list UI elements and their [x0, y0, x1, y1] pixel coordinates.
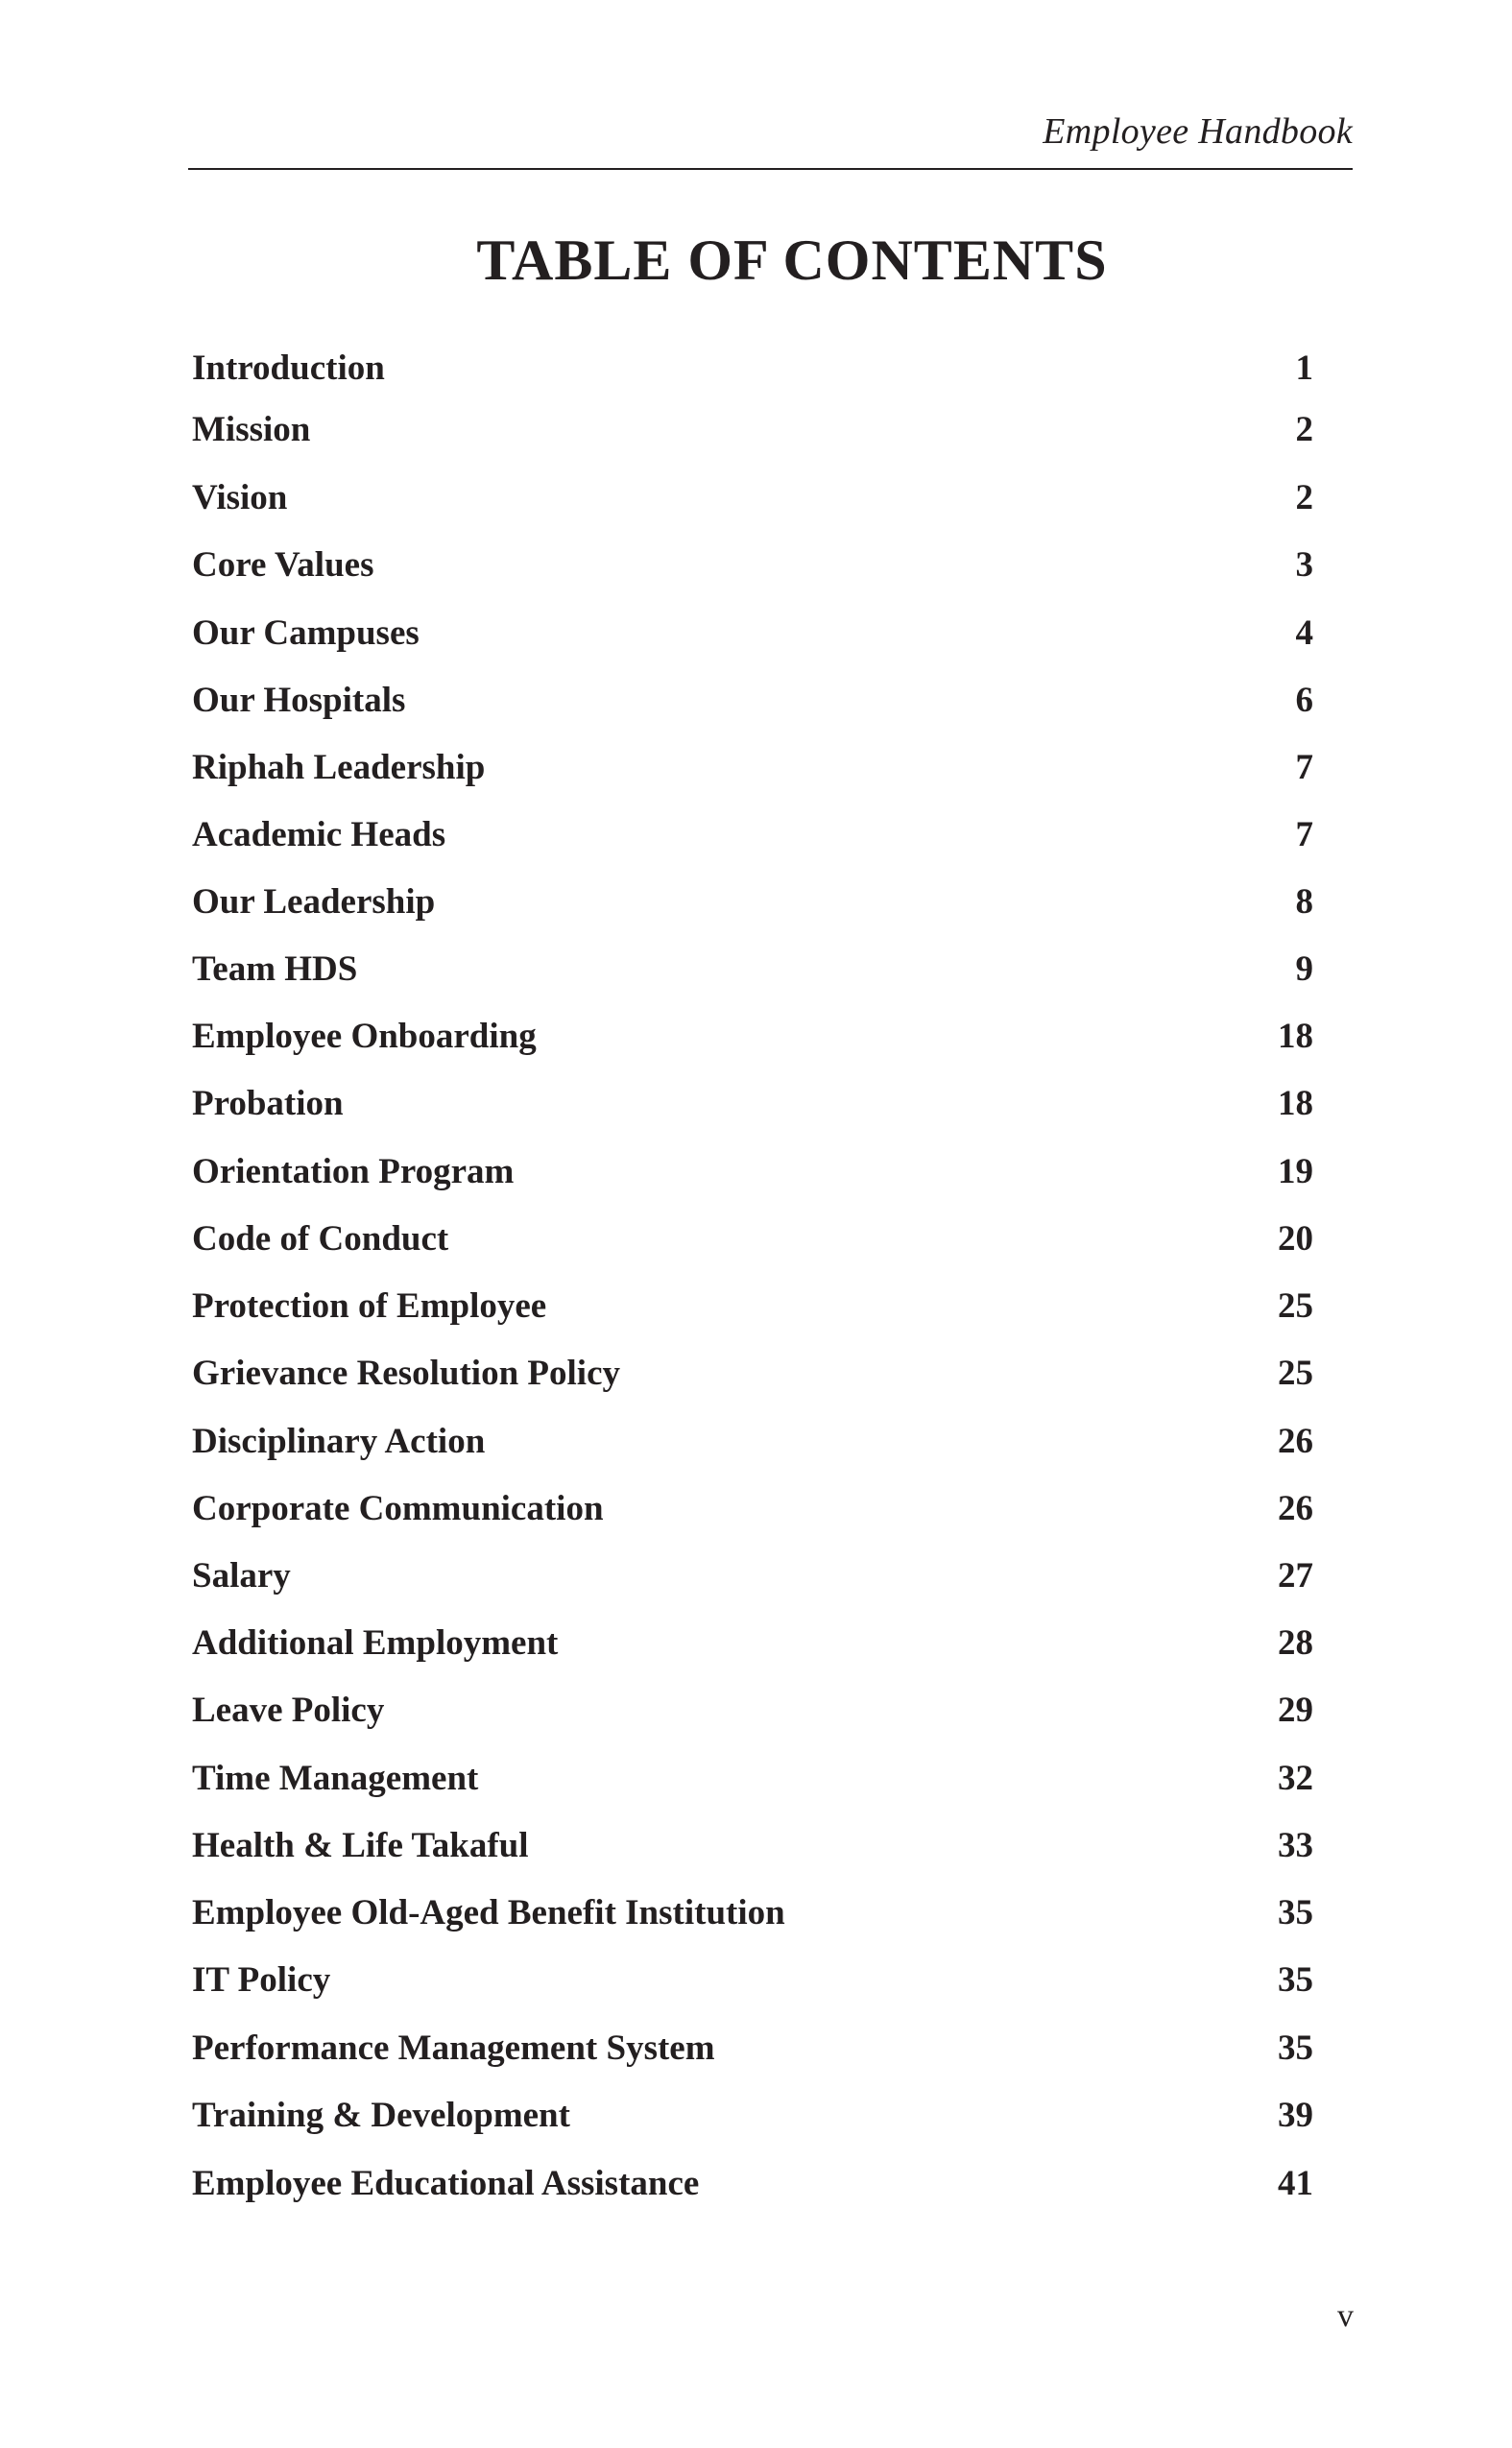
toc-entry-page: 26: [1278, 1422, 1313, 1461]
toc-entry-page: 35: [1278, 1893, 1313, 1932]
toc-entry: [192, 1755, 1313, 1803]
toc-entry-page: 32: [1278, 1759, 1313, 1798]
toc-entry-page: 18: [1278, 1084, 1313, 1123]
toc-entry-label: Our Hospitals: [192, 681, 406, 720]
toc-entry: [192, 1485, 1313, 1533]
toc-entry: [192, 811, 1313, 859]
toc-entry: [192, 1552, 1313, 1600]
toc-entry-label: Employee Educational Assistance: [192, 2164, 700, 2203]
toc-entry: [192, 1080, 1313, 1128]
toc-entry-label: Our Leadership: [192, 882, 436, 922]
toc-entry: [192, 2092, 1313, 2140]
toc-entry-label: Disciplinary Action: [192, 1422, 486, 1461]
toc-entry-page: 28: [1278, 1623, 1313, 1663]
toc-entry-page: 7: [1295, 748, 1313, 787]
toc-entry-page: 39: [1278, 2096, 1313, 2135]
toc-entry-label: Additional Employment: [192, 1623, 559, 1663]
running-header: Employee Handbook: [1043, 111, 1353, 152]
toc-entry-label: Orientation Program: [192, 1152, 515, 1191]
toc-entry-label: IT Policy: [192, 1960, 331, 2000]
toc-entry-label: Employee Old-Aged Benefit Institution: [192, 1893, 785, 1932]
toc-entry-page: 7: [1295, 815, 1313, 854]
toc-entry-page: 1: [1295, 348, 1313, 388]
toc-entry-label: Academic Heads: [192, 815, 446, 854]
toc-entry: [192, 1013, 1313, 1061]
toc-entry-label: Training & Development: [192, 2096, 570, 2135]
toc-entry-label: Riphah Leadership: [192, 748, 486, 787]
toc-entry-page: 25: [1278, 1354, 1313, 1393]
toc-entry-page: 41: [1278, 2164, 1313, 2203]
toc-entry-page: 9: [1295, 949, 1313, 989]
toc-entry: [192, 1148, 1313, 1196]
toc-entry-page: 6: [1295, 681, 1313, 720]
toc-entry-page: 8: [1295, 882, 1313, 922]
toc-entry-label: Mission: [192, 410, 311, 449]
toc-entry: [192, 1956, 1313, 2004]
toc-entry-label: Core Values: [192, 545, 374, 585]
toc-entry-label: Employee Onboarding: [192, 1017, 537, 1056]
toc-entry-page: 2: [1295, 478, 1313, 517]
toc-entry: [192, 1822, 1313, 1870]
toc-entry-label: Leave Policy: [192, 1691, 385, 1730]
toc-entry: [192, 946, 1313, 994]
toc-entry-label: Our Campuses: [192, 613, 420, 653]
page-number: v: [1337, 2298, 1354, 2334]
toc-entry-page: 20: [1278, 1219, 1313, 1259]
toc-entry: [192, 1687, 1313, 1735]
toc-entry-page: 4: [1295, 613, 1313, 653]
toc-entry-page: 3: [1295, 545, 1313, 585]
toc-entry-label: Team HDS: [192, 949, 358, 989]
toc-entry-label: Salary: [192, 1556, 291, 1596]
toc-entry: [192, 474, 1313, 522]
toc-entry-label: Protection of Employee: [192, 1286, 547, 1326]
toc-entry-page: 2: [1295, 410, 1313, 449]
toc-entry-page: 33: [1278, 1826, 1313, 1865]
toc-entry-page: 27: [1278, 1556, 1313, 1596]
toc-entry-label: Health & Life Takaful: [192, 1826, 529, 1865]
toc-entry: [192, 406, 1313, 454]
toc-entry-page: 35: [1278, 2028, 1313, 2068]
toc-entry: [192, 1418, 1313, 1466]
toc-entry-page: 25: [1278, 1286, 1313, 1326]
toc-entry-page: 26: [1278, 1489, 1313, 1528]
toc-entry: [192, 541, 1313, 589]
toc-entry: [192, 610, 1313, 658]
toc-entry: [192, 744, 1313, 792]
toc-entry: [192, 878, 1313, 926]
toc-entry-page: 29: [1278, 1691, 1313, 1730]
toc-entry: [192, 2160, 1313, 2208]
toc-entry-page: 19: [1278, 1152, 1313, 1191]
toc-entry-page: 35: [1278, 1960, 1313, 2000]
toc-entry-label: Code of Conduct: [192, 1219, 449, 1259]
toc-entry: [192, 677, 1313, 725]
toc-entry-label: Probation: [192, 1084, 344, 1123]
toc-entry-page: 18: [1278, 1017, 1313, 1056]
toc-entry-label: Time Management: [192, 1759, 479, 1798]
toc-entry: [192, 1620, 1313, 1668]
toc-entry-label: Introduction: [192, 348, 385, 388]
toc-entry-label: Performance Management System: [192, 2028, 715, 2068]
toc-title: TABLE OF CONTENTS: [476, 228, 1108, 293]
toc-entry-label: Grievance Resolution Policy: [192, 1354, 620, 1393]
toc-entry-label: Corporate Communication: [192, 1489, 604, 1528]
toc-entry-label: Vision: [192, 478, 288, 517]
toc-entry: [192, 1283, 1313, 1331]
toc-entry: [192, 1889, 1313, 1937]
toc-entry: [192, 1350, 1313, 1398]
toc-entry: [192, 1215, 1313, 1263]
toc-entry: [192, 345, 1313, 393]
toc-entry: [192, 2025, 1313, 2073]
